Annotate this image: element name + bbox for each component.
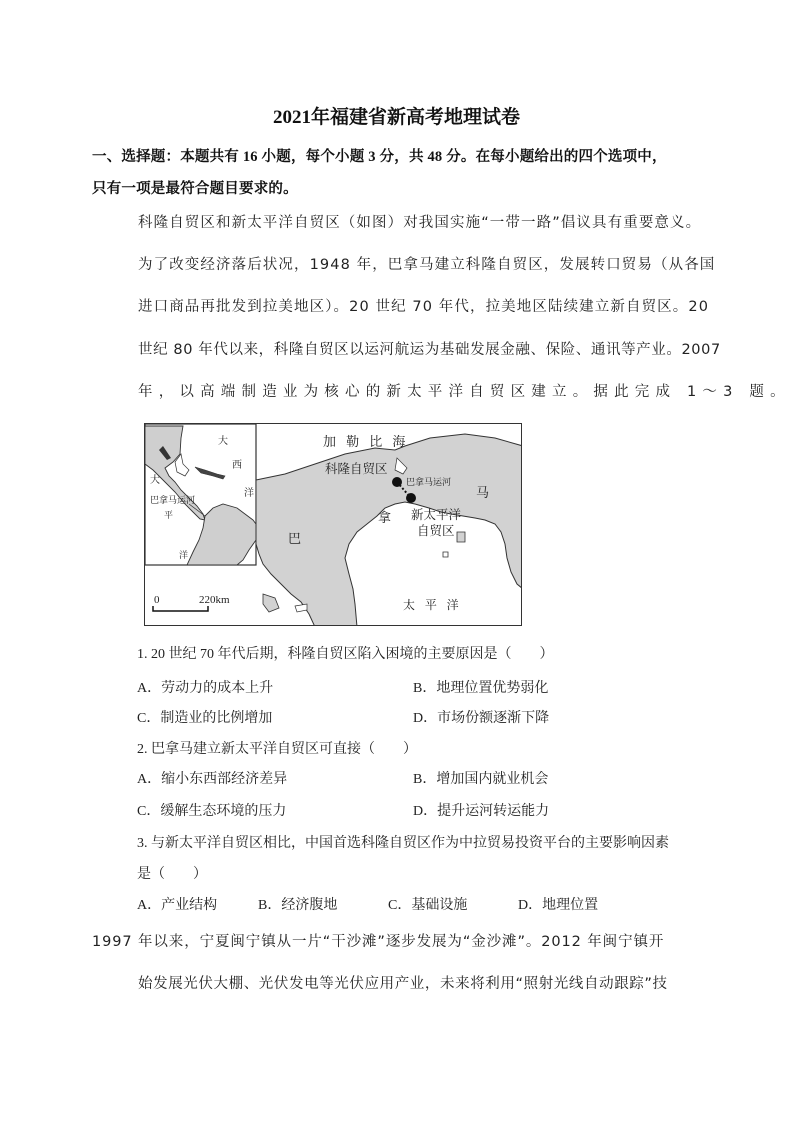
passage-line: 科隆自贸区和新太平洋自贸区（如图）对我国实施“一带一路”倡议具有重要意义。 — [138, 215, 702, 231]
inset-label-yang: 洋 — [244, 488, 254, 499]
section-instructions-line1: 一、选择题：本题共有 16 小题，每个小题 3 分，共 48 分。在每小题给出的四个选项中， — [92, 149, 667, 165]
label-pacific-ocean: 太 平 洋 — [403, 598, 462, 612]
inset-label-da: 大 — [218, 436, 228, 447]
inset-label-xi: 西 — [232, 460, 242, 471]
page-title: 2021年福建省新高考地理试卷 — [272, 107, 520, 128]
option-a[interactable]: A．产业结构 — [137, 898, 218, 913]
label-panama-canal: 巴拿马运河 — [406, 478, 452, 488]
option-a[interactable]: A．劳动力的成本上升 — [137, 681, 274, 696]
label-na: 拿 — [378, 511, 392, 526]
inset-label-ping: 平 — [164, 511, 174, 521]
passage-line: 世纪 80 年代以来，科隆自贸区以运河航运为基础发展金融、保险、通讯等产业。2007 — [138, 342, 721, 358]
passage-line: 进口商品再批发到拉美地区）。20 世纪 70 年代，拉美地区陆续建立新自贸区。20 — [138, 299, 710, 315]
option-a[interactable]: A．缩小东西部经济差异 — [137, 772, 288, 787]
passage-line: 年，以高端制造业为核心的新太平洋自贸区建立。据此完成 1～3 题。 — [138, 384, 791, 400]
question-stem-line1: 3. 与新太平洋自贸区相比，中国首选科隆自贸区作为中拉贸易投资平台的主要影响因素 — [137, 836, 669, 851]
option-c[interactable]: C．基础设施 — [388, 898, 468, 913]
label-ma: 马 — [476, 486, 490, 501]
question-stem-line2: 是（ ） — [137, 867, 207, 882]
scale-bar-zero: 0 — [154, 594, 160, 606]
option-d[interactable]: D．市场份额逐渐下降 — [413, 711, 550, 726]
option-d[interactable]: D．提升运河转运能力 — [413, 804, 550, 819]
option-b[interactable]: B．经济腹地 — [258, 898, 338, 913]
option-c[interactable]: C．制造业的比例增加 — [137, 711, 273, 726]
label-ba: 巴 — [288, 532, 302, 547]
option-b[interactable]: B．地理位置优势弱化 — [413, 681, 549, 696]
option-b[interactable]: B．增加国内就业机会 — [413, 772, 549, 787]
inset-label-da-2: 大 — [150, 475, 160, 486]
scale-bar-distance: 220km — [199, 594, 230, 606]
label-new-pacific-ftz-line1: 新太平洋 — [411, 507, 462, 522]
question-stem: 1. 20 世纪 70 年代后期，科隆自贸区陷入困境的主要原因是（ ） — [137, 647, 554, 662]
label-caribbean-sea: 加 勒 比 海 — [323, 435, 409, 450]
label-colon-free-trade-zone: 科隆自贸区 — [325, 461, 388, 476]
label-new-pacific-ftz-line2: 自贸区 — [417, 523, 455, 538]
option-c[interactable]: C．缓解生态环境的压力 — [137, 804, 287, 819]
passage-line: 1997 年以来，宁夏闽宁镇从一片“干沙滩”逐步发展为“金沙滩”。2012 年闽宁镇开 — [92, 934, 665, 950]
passage-line: 为了改变经济落后状况，1948 年，巴拿马建立科隆自贸区，发展转口贸易（从各国 — [138, 257, 716, 273]
section-instructions-line2: 只有一项是最符合题目要求的。 — [92, 181, 298, 197]
inset-label-panama-canal: 巴拿马运河 — [150, 496, 196, 506]
passage-line: 始发展光伏大棚、光伏发电等光伏应用产业，未来将利用“照射光线自动跟踪”技 — [138, 976, 668, 992]
panama-map-figure — [144, 423, 522, 626]
inset-label-yang-2: 洋 — [179, 551, 189, 561]
question-stem: 2. 巴拿马建立新太平洋自贸区可直接（ ） — [137, 742, 417, 757]
option-d[interactable]: D．地理位置 — [518, 898, 599, 913]
